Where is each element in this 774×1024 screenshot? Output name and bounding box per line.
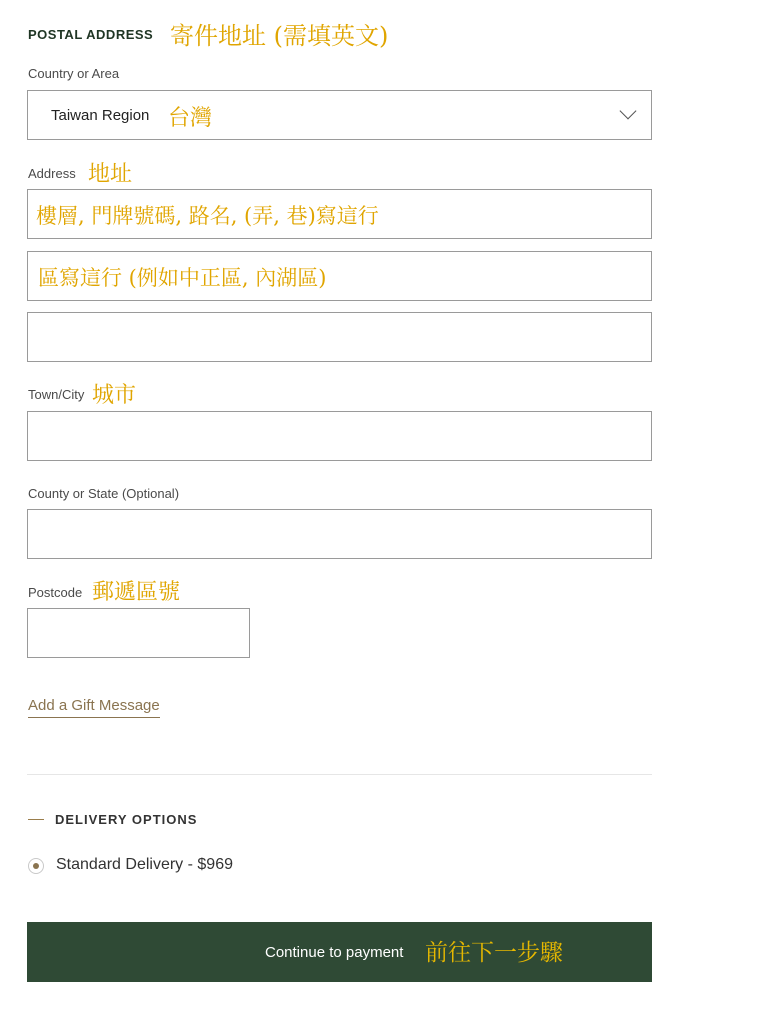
address-label-annotation: 地址 (88, 162, 133, 187)
delivery-options-title: DELIVERY OPTIONS (55, 812, 198, 827)
postcode-label: Postcode (28, 585, 83, 600)
chevron-down-icon (620, 103, 637, 120)
county-input[interactable] (27, 509, 652, 559)
delivery-dash-decoration (28, 819, 44, 820)
continue-to-payment-button[interactable] (27, 922, 652, 982)
address-line3-input[interactable] (27, 312, 652, 362)
address-line1-annotation: 樓層, 門牌號碼, 路名, (弄, 巷)寫這行 (36, 204, 379, 228)
country-selected-value: Taiwan Region (51, 107, 150, 124)
town-label-annotation: 城市 (92, 383, 137, 408)
section-divider (27, 774, 652, 775)
town-label: Town/City (28, 387, 85, 402)
continue-button-label: Continue to payment (265, 944, 404, 961)
address-line1-input[interactable] (27, 189, 652, 239)
country-label: Country or Area (28, 66, 120, 81)
standard-delivery-radio[interactable] (28, 858, 44, 874)
town-input[interactable] (27, 411, 652, 461)
address-line2-input[interactable] (27, 251, 652, 301)
postcode-input[interactable] (27, 608, 250, 658)
continue-button-annotation: 前往下一步驟 (425, 940, 563, 966)
county-label: County or State (Optional) (28, 486, 180, 501)
postal-address-title: POSTAL ADDRESS (28, 27, 154, 42)
address-label: Address (28, 166, 76, 181)
radio-selected-dot (33, 863, 39, 869)
postal-address-annotation: 寄件地址 (需填英文) (170, 22, 389, 50)
country-select[interactable] (27, 90, 652, 140)
address-line2-annotation: 區寫這行 (例如中正區, 內湖區) (38, 266, 327, 290)
add-gift-message-link[interactable]: Add a Gift Message (28, 697, 160, 718)
postcode-label-annotation: 郵遞區號 (92, 580, 181, 605)
standard-delivery-label[interactable]: Standard Delivery - $969 (56, 856, 233, 873)
country-annotation: 台灣 (168, 106, 213, 131)
